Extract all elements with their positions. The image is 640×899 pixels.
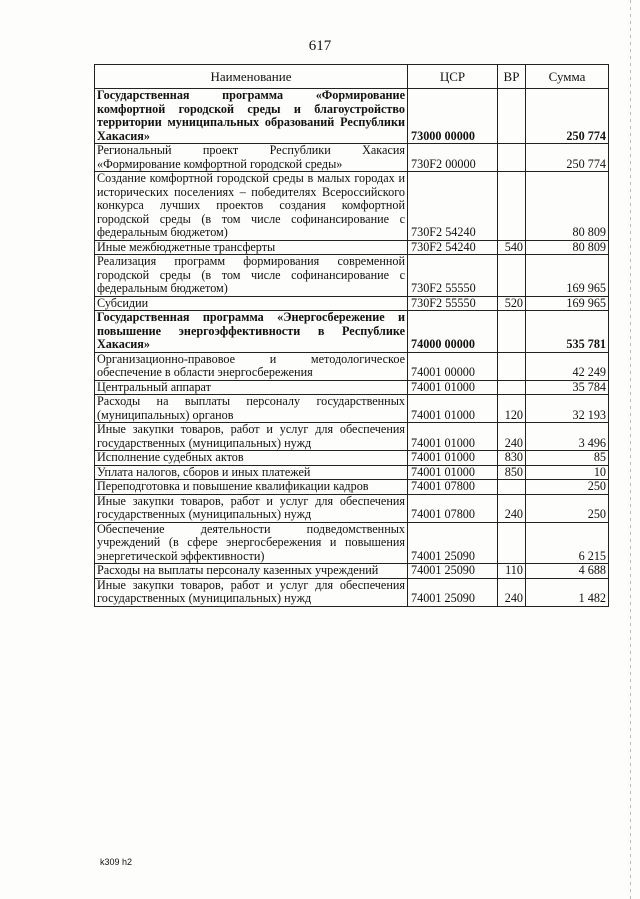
- cell-csr: 74001 25090: [408, 578, 498, 606]
- cell-sum: 42 249: [526, 352, 609, 380]
- cell-vr: 850: [498, 465, 526, 480]
- cell-sum: 250: [526, 494, 609, 522]
- cell-csr: 730F2 00000: [408, 144, 498, 172]
- header-vr: ВР: [498, 65, 526, 89]
- cell-name: Переподготовка и повышение квалификации кадров: [95, 480, 408, 495]
- table-row: [95, 352, 609, 380]
- cell-sum: 169 965: [526, 296, 609, 311]
- cell-sum: 250 774: [526, 89, 609, 144]
- cell-csr: 74001 07800: [408, 480, 498, 495]
- page-number: 617: [308, 38, 332, 54]
- cell-sum: 250: [526, 480, 609, 495]
- cell-sum: 1 482: [526, 578, 609, 606]
- cell-csr: 74001 01000: [408, 465, 498, 480]
- cell-sum: 85: [526, 451, 609, 466]
- cell-name: Центральный аппарат: [95, 380, 408, 395]
- cell-csr: 74000 00000: [408, 311, 498, 353]
- cell-name: Субсидии: [95, 296, 408, 311]
- cell-name: Региональный проект Республики Хакасия «Формирование комфортной городской среды»: [95, 144, 408, 172]
- cell-vr: 240: [498, 578, 526, 606]
- table-row: [95, 451, 609, 466]
- table-row: [95, 494, 609, 522]
- cell-name: Иные закупки товаров, работ и услуг для обеспечения государственных (муниципальных) нужд: [95, 423, 408, 451]
- cell-csr: 74001 01000: [408, 423, 498, 451]
- cell-vr: [498, 522, 526, 564]
- table-row: [95, 144, 609, 172]
- cell-sum: 250 774: [526, 144, 609, 172]
- budget-table: [94, 64, 609, 607]
- cell-name: Исполнение судебных актов: [95, 451, 408, 466]
- cell-csr: 730F2 54240: [408, 172, 498, 241]
- table-header-row: [95, 65, 609, 89]
- cell-sum: 35 784: [526, 380, 609, 395]
- cell-vr: 830: [498, 451, 526, 466]
- cell-csr: 74001 01000: [408, 395, 498, 423]
- table-row: [95, 564, 609, 579]
- cell-vr: 120: [498, 395, 526, 423]
- cell-name: Расходы на выплаты персоналу казенных учреждений: [95, 564, 408, 579]
- cell-name: Реализация программ формирования современной городской среды (в том числе софинансирование с федеральным бюджетом): [95, 255, 408, 297]
- cell-csr: 730F2 54240: [408, 240, 498, 255]
- footer-code: k309 h2: [100, 857, 133, 867]
- cell-csr: 74001 01000: [408, 451, 498, 466]
- cell-vr: 110: [498, 564, 526, 579]
- page-edge-divider: [630, 0, 631, 899]
- cell-vr: [498, 89, 526, 144]
- cell-sum: 80 809: [526, 172, 609, 241]
- cell-name: Обеспечение деятельности подведомственных учреждений (в сфере энергосбережения и повышения энергетической эффективности): [95, 522, 408, 564]
- cell-name: Иные межбюджетные трансферты: [95, 240, 408, 255]
- cell-csr: 74001 00000: [408, 352, 498, 380]
- table-row: [95, 296, 609, 311]
- cell-name: Уплата налогов, сборов и иных платежей: [95, 465, 408, 480]
- cell-csr: 730F2 55550: [408, 255, 498, 297]
- cell-sum: 32 193: [526, 395, 609, 423]
- cell-csr: 74001 25090: [408, 522, 498, 564]
- cell-vr: 540: [498, 240, 526, 255]
- header-sum: Сумма: [526, 65, 609, 89]
- cell-name: Иные закупки товаров, работ и услуг для обеспечения государственных (муниципальных) нужд: [95, 578, 408, 606]
- cell-name: Организационно-правовое и методологическое обеспечение в области энергосбережения: [95, 352, 408, 380]
- cell-vr: [498, 172, 526, 241]
- cell-name: Иные закупки товаров, работ и услуг для обеспечения государственных (муниципальных) нужд: [95, 494, 408, 522]
- cell-sum: 4 688: [526, 564, 609, 579]
- header-name: Наименование: [95, 65, 408, 89]
- cell-csr: 73000 00000: [408, 89, 498, 144]
- table-row: [95, 380, 609, 395]
- cell-sum: 10: [526, 465, 609, 480]
- table-row: [95, 172, 609, 241]
- cell-sum: 3 496: [526, 423, 609, 451]
- table-row: [95, 423, 609, 451]
- cell-name: Расходы на выплаты персоналу государственных (муниципальных) органов: [95, 395, 408, 423]
- cell-sum: 6 215: [526, 522, 609, 564]
- cell-csr: 730F2 55550: [408, 296, 498, 311]
- cell-sum: 80 809: [526, 240, 609, 255]
- table-row: [95, 89, 609, 144]
- cell-vr: 520: [498, 296, 526, 311]
- table-body: [95, 89, 609, 607]
- table-row: [95, 522, 609, 564]
- cell-csr: 74001 07800: [408, 494, 498, 522]
- cell-vr: 240: [498, 494, 526, 522]
- cell-name: Государственная программа «Формирование комфортной городской среды и благоустройство территории муниципальных образований Республики Хакасия»: [95, 89, 408, 144]
- cell-name: Создание комфортной городской среды в малых городах и исторических поселениях – победителях Всероссийского конкурса лучших проектов создания комфортной городской среды (в том числе софинансирование с федеральным бюджетом): [95, 172, 408, 241]
- cell-csr: 74001 01000: [408, 380, 498, 395]
- cell-csr: 74001 25090: [408, 564, 498, 579]
- table-row: [95, 465, 609, 480]
- cell-vr: [498, 380, 526, 395]
- cell-vr: [498, 352, 526, 380]
- cell-name: Государственная программа «Энергосбережение и повышение энергоэффективности в Республике Хакасия»: [95, 311, 408, 353]
- cell-sum: 535 781: [526, 311, 609, 353]
- cell-vr: [498, 480, 526, 495]
- cell-vr: [498, 255, 526, 297]
- cell-sum: 169 965: [526, 255, 609, 297]
- table-row: [95, 240, 609, 255]
- cell-vr: [498, 144, 526, 172]
- cell-vr: 240: [498, 423, 526, 451]
- table-row: [95, 255, 609, 297]
- table-row: [95, 395, 609, 423]
- cell-vr: [498, 311, 526, 353]
- header-csr: ЦСР: [408, 65, 498, 89]
- table-row: [95, 311, 609, 353]
- table-row: [95, 578, 609, 606]
- table-row: [95, 480, 609, 495]
